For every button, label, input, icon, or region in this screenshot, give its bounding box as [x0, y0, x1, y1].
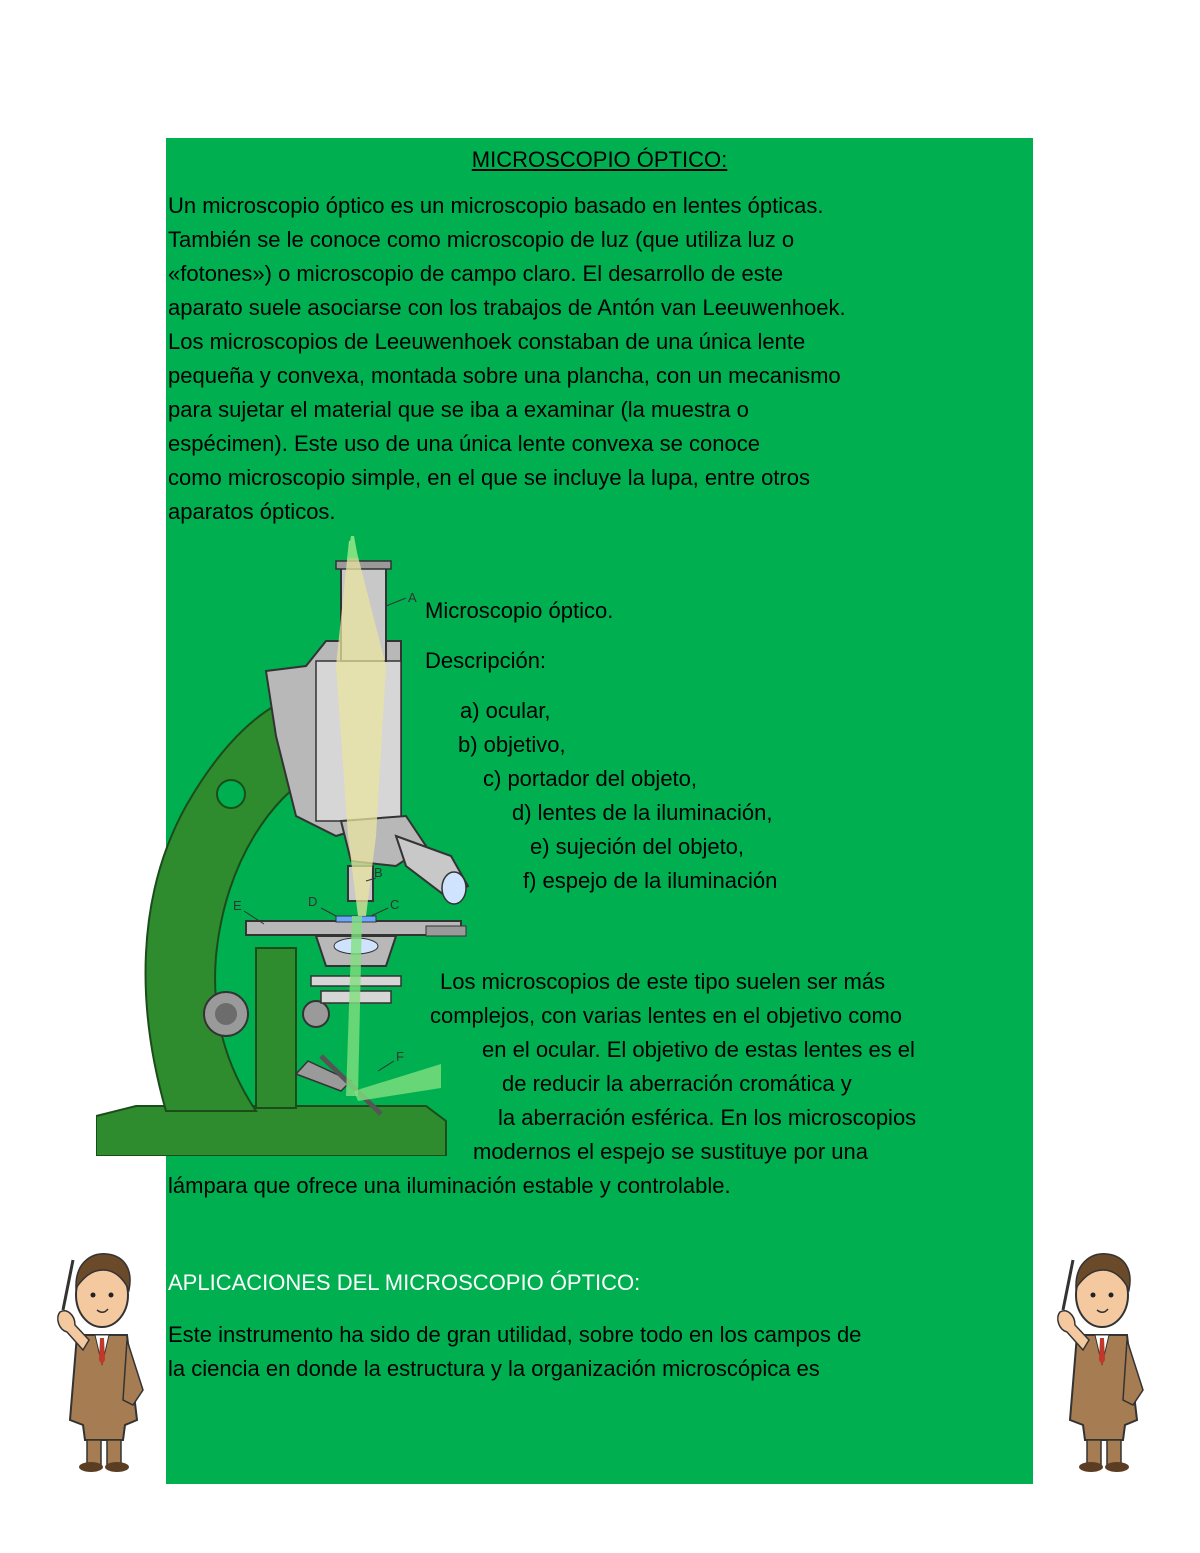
- caption-item: a) ocular,: [460, 698, 551, 723]
- section2-line: Este instrumento ha sido de gran utilidad, sobre todo en los campos de: [168, 1322, 862, 1347]
- green-panel: [166, 138, 1033, 1484]
- intro-line: pequeña y convexa, montada sobre una plancha, con un mecanismo: [168, 363, 841, 388]
- section-title: MICROSCOPIO ÓPTICO:: [471, 147, 728, 172]
- label-d: D: [308, 894, 318, 909]
- caption-item: e) sujeción del objeto,: [530, 834, 745, 859]
- caption-title: Microscopio óptico.: [425, 598, 614, 623]
- complex-line: de reducir la aberración cromática y: [502, 1071, 852, 1096]
- microscope-illustration: [96, 536, 516, 1156]
- teacher-figure-left: [45, 1240, 160, 1475]
- label-e: E: [233, 898, 242, 913]
- complex-line: complejos, con varias lentes en el objetivo como: [430, 1003, 903, 1028]
- caption-item: f) espejo de la iluminación: [523, 868, 778, 893]
- complex-line: la aberración esférica. En los microscopios: [498, 1105, 917, 1130]
- section2-line: la ciencia en donde la estructura y la organización microscópica es: [168, 1356, 820, 1381]
- caption-subtitle: Descripción:: [425, 648, 547, 673]
- complex-line: Los microscopios de este tipo suelen ser más: [440, 969, 886, 994]
- intro-line: espécimen). Este uso de una única lente convexa se conoce: [168, 431, 760, 456]
- intro-line: aparato suele asociarse con los trabajos de Antón van Leeuwenhoek.: [168, 295, 846, 320]
- complex-line: en el ocular. El objetivo de estas lentes es el: [482, 1037, 915, 1062]
- label-b: B: [374, 865, 383, 880]
- intro-line: aparatos ópticos.: [168, 499, 336, 524]
- intro-line: como microscopio simple, en el que se incluye la lupa, entre otros: [168, 465, 810, 490]
- complex-line: modernos el espejo se sustituye por una: [473, 1139, 869, 1164]
- caption-item: b) objetivo,: [458, 732, 566, 757]
- label-c: C: [390, 897, 400, 912]
- caption-item: d) lentes de la iluminación,: [512, 800, 773, 825]
- intro-line: Los microscopios de Leeuwenhoek constaban de una única lente: [168, 329, 806, 354]
- label-f: F: [396, 1049, 404, 1064]
- section2-title: APLICACIONES DEL MICROSCOPIO ÓPTICO:: [168, 1270, 641, 1295]
- label-a: A: [408, 590, 417, 605]
- intro-line: para sujetar el material que se iba a examinar (la muestra o: [168, 397, 749, 422]
- intro-line: «fotones») o microscopio de campo claro. El desarrollo de este: [168, 261, 784, 286]
- caption-item: c) portador del objeto,: [483, 766, 698, 791]
- teacher-figure-right: [1045, 1240, 1160, 1475]
- intro-line: También se le conoce como microscopio de luz (que utiliza luz o: [168, 227, 795, 252]
- complex-line: lámpara que ofrece una iluminación estable y controlable.: [168, 1173, 731, 1198]
- intro-line: Un microscopio óptico es un microscopio basado en lentes ópticas.: [168, 193, 824, 218]
